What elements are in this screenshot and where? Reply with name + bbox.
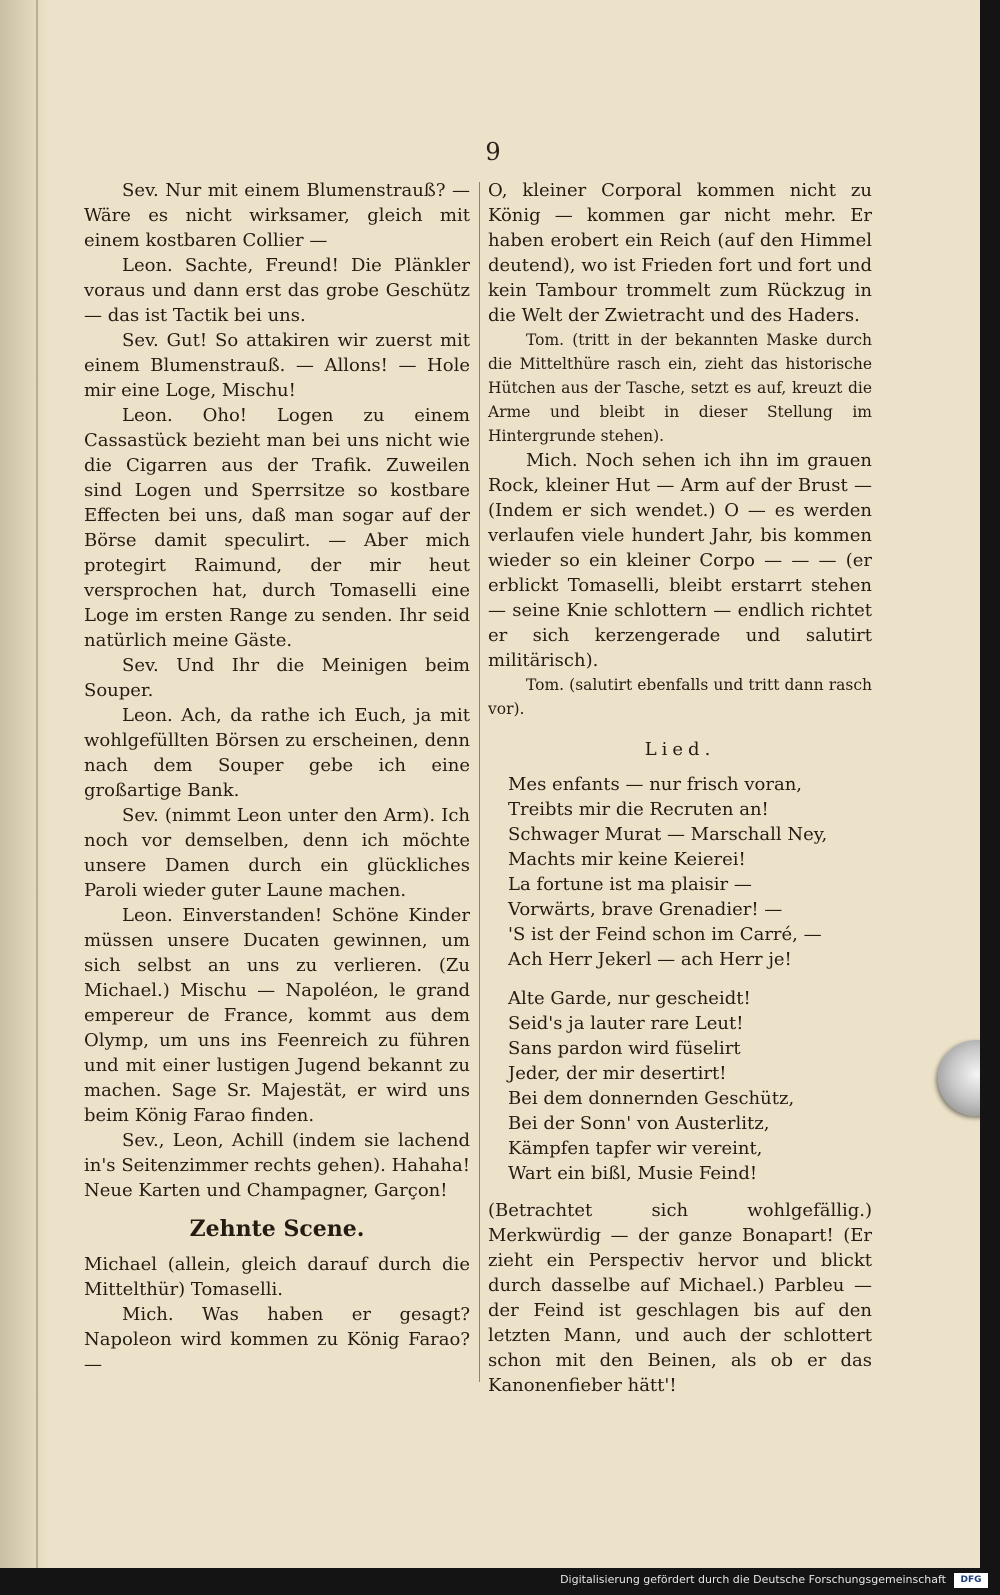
paragraph: Mich. Noch sehen ich ihn im grauen Rock, kleiner Hut — Arm auf der Brust — (Indem er sich wendet.) O — es werden verlaufen viele hundert Jahr, bis kommen wieder so ein kleiner Corpo — — — (er erblickt Tomaselli, bleibt erstarrt stehen — seine Knie schlottern — endlich richtet er sich kerzengerade und salutirt militärisch).: [488, 450, 872, 671]
verse-line: Schwager Murat — Marschall Ney,: [508, 824, 828, 845]
song-title: Lied.: [644, 739, 716, 760]
paragraph: Tom. (tritt in der bekannten Maske durch die Mittelthüre rasch ein, zieht das historische Hütchen aus der Tasche, setzt es auf, kreuzt die Arme und bleibt in dieser Stellung im Hintergrunde stehen).: [488, 331, 872, 445]
scene-heading: Zehnte Scene.: [189, 1216, 365, 1242]
paragraph: Sev. (nimmt Leon unter den Arm). Ich noch vor demselben, denn ich möchte unsere Damen durch ein glückliches Paroli wieder guter Laune machen.: [84, 805, 470, 901]
paragraph: O, kleiner Corporal kommen nicht zu König — kommen gar nicht mehr. Er haben erobert ein Reich (auf den Himmel deutend), wo ist Frieden fort und fort und kein Tambour trommelt zum Rückzug in die Welt der Zwietracht und des Haders.: [488, 180, 872, 326]
verse-line: Ach Herr Jekerl — ach Herr je!: [508, 949, 792, 970]
paragraph: (Betrachtet sich wohlgefällig.) Merkwürdig — der ganze Bonapart! (Er zieht ein Perspectiv hervor und blickt durch dasselbe auf Michael.) Parbleu — der Feind ist geschlagen bis auf den letzten Mann, und auch der schlottert schon mit den Beinen, als ob er das Kanonenfieber hätt'!: [488, 1200, 872, 1396]
paragraph: Tom. (salutirt ebenfalls und tritt dann rasch vor).: [488, 676, 872, 718]
verse-line: La fortune ist ma plaisir —: [508, 874, 752, 895]
footer-bar: [0, 1568, 1000, 1595]
paragraph: Leon. Oho! Logen zu einem Cassastück bezieht man bei uns nicht wie die Cigarren aus der Trafik. Zuweilen sind Logen und Sperrsitze so kostbare Effecten bei uns, daß man sogar auf der Börse damit speculirt. — Aber mich protegirt Raimund, der mir heut versprochen hat, durch Tomaselli eine Loge im ersten Range zu senden. Ihr seid natürlich meine Gäste.: [84, 405, 470, 651]
verse-line: Seid's ja lauter rare Leut!: [508, 1013, 744, 1034]
paper-clip-icon: [938, 1040, 980, 1116]
paragraph: Sev. Gut! So attakiren wir zuerst mit einem Blumenstrauß. — Allons! — Hole mir eine Loge, Mischu!: [84, 330, 470, 401]
verse-line: 'S ist der Feind schon im Carré, —: [508, 924, 822, 945]
paragraph: Leon. Einverstanden! Schöne Kinder müssen unsere Ducaten gewinnen, um sich selbst an uns zu verlieren. (Zu Michael.) Mischu — Napoléon, le grand empereur de France, kommt aus dem Olymp, um uns ins Feenreich zu führen und mit einer lustigen Jugend bekannt zu machen. Sage Sr. Majestät, er wird uns beim König Farao finden.: [84, 905, 470, 1126]
verse-line: Bei der Sonn' von Austerlitz,: [508, 1113, 770, 1134]
paragraph: Leon. Sachte, Freund! Die Plänkler voraus und dann erst das grobe Geschütz — das ist Tactik bei uns.: [84, 255, 470, 326]
verse-line: Wart ein bißl, Musie Feind!: [508, 1163, 758, 1184]
verse-line: Sans pardon wird füselirt: [508, 1038, 741, 1059]
left-column: [84, 178, 470, 1377]
paragraph: Leon. Ach, da rathe ich Euch, ja mit wohlgefüllten Börsen zu erscheinen, denn nach dem Souper gebe ich eine großartige Bank.: [84, 705, 470, 801]
column-divider: [479, 182, 480, 1382]
right-column: [488, 178, 872, 1398]
verse-line: Mes enfants — nur frisch voran,: [508, 774, 803, 795]
verse-line: Alte Garde, nur gescheidt!: [508, 988, 751, 1009]
page-number: 9: [485, 138, 501, 166]
funding-credit: Digitalisierung gefördert durch die Deutsche Forschungsgemeinschaft: [560, 1573, 946, 1586]
verse-line: Bei dem donnernden Geschütz,: [508, 1088, 795, 1109]
verse-line: Machts mir keine Keierei!: [508, 849, 746, 870]
verse-line: Vorwärts, brave Grenadier! —: [508, 899, 783, 920]
fold-line: [36, 0, 38, 1568]
verse-line: Kämpfen tapfer wir vereint,: [508, 1138, 763, 1159]
paragraph: Michael (allein, gleich darauf durch die Mittelthür) Tomaselli.: [84, 1254, 470, 1300]
verse-line: Jeder, der mir desertirt!: [508, 1063, 727, 1084]
paragraph: Sev. Nur mit einem Blumenstrauß? — Wäre es nicht wirksamer, gleich mit einem kostbaren Collier —: [84, 180, 470, 251]
dfg-logo-icon: DFG: [954, 1573, 988, 1588]
song-verse-1: [488, 772, 872, 972]
paragraph: Sev. Und Ihr die Meinigen beim Souper.: [84, 655, 470, 701]
paragraph: Sev., Leon, Achill (indem sie lachend in's Seitenzimmer rechts gehen). Hahaha! Neue Karten und Champagner, Garçon!: [84, 1130, 470, 1201]
verse-line: Treibts mir die Recruten an!: [508, 799, 769, 820]
paragraph: Mich. Was haben er gesagt? Napoleon wird kommen zu König Farao? —: [84, 1304, 470, 1375]
song-verse-2: [488, 986, 872, 1186]
gutter-shadow: [0, 0, 48, 1568]
